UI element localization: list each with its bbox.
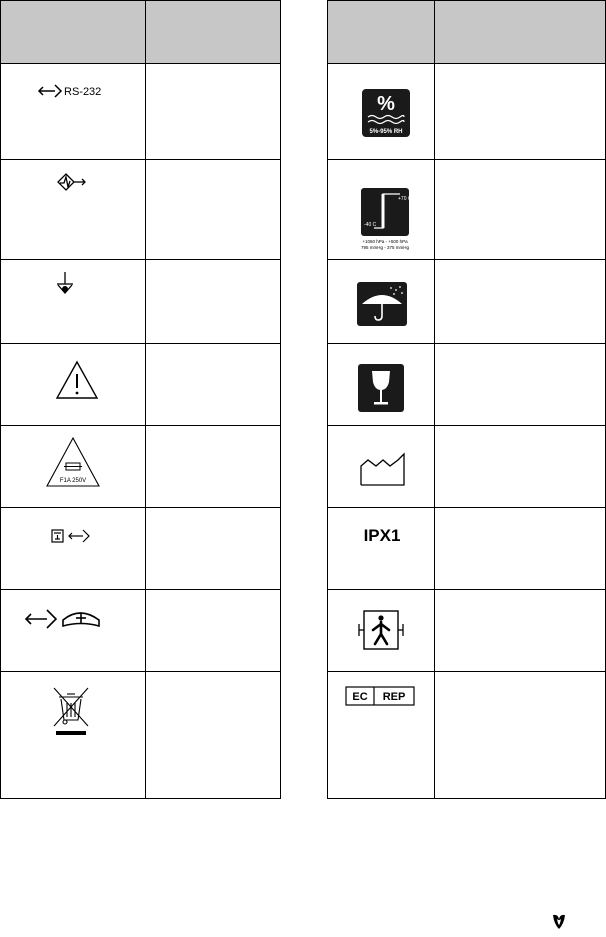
description-cell <box>435 672 606 799</box>
table-row <box>328 672 606 799</box>
table-row <box>1 260 281 344</box>
description-cell <box>146 160 281 260</box>
nurse-call-icon <box>1 590 146 672</box>
rs232-label: RS-232 <box>64 86 102 98</box>
table-row <box>328 160 606 260</box>
description-cell <box>146 260 281 344</box>
fuse-rating-icon <box>1 426 146 508</box>
rep-label: REP <box>382 691 406 703</box>
description-cell <box>146 590 281 672</box>
symbol-cell <box>1 344 146 426</box>
symbol-cell <box>328 426 435 508</box>
symbol-cell <box>328 590 435 672</box>
ipx1-rating-icon <box>328 508 435 590</box>
description-cell <box>435 160 606 260</box>
header-symbol-cell <box>328 1 435 64</box>
ipx-label: IPX1 <box>363 526 401 545</box>
equipotential-ground-icon <box>1 260 146 344</box>
temperature-low-label: -40 C <box>364 222 377 228</box>
table-row <box>1 64 281 160</box>
table-row <box>328 344 606 426</box>
table-row <box>1 508 281 590</box>
ec-label: EC <box>352 691 368 703</box>
symbol-cell <box>328 260 435 344</box>
table-row <box>1 160 281 260</box>
fuse-label: F1A 250V <box>59 478 87 484</box>
pressure-hpa-label: +1060 hPa - +500 hPa <box>362 239 408 244</box>
symbol-cell <box>328 160 435 260</box>
humidity-limit-icon <box>328 64 435 160</box>
table-row <box>1 672 281 799</box>
signal-output-icon <box>1 160 146 260</box>
symbol-cell <box>1 426 146 508</box>
header-description-cell <box>435 1 606 64</box>
table-header-row <box>328 1 606 64</box>
symbol-cell <box>328 344 435 426</box>
description-cell <box>435 590 606 672</box>
data-input-port-icon <box>1 508 146 590</box>
symbol-cell <box>328 64 435 160</box>
table-header-row <box>1 1 281 64</box>
header-description-cell <box>146 1 281 64</box>
symbols-table-right <box>327 0 606 799</box>
symbol-cell <box>328 508 435 590</box>
warning-triangle-icon <box>1 344 146 426</box>
description-cell <box>146 344 281 426</box>
humidity-percent-sign: % <box>377 93 395 115</box>
keep-dry-umbrella-icon <box>328 260 435 344</box>
temperature-pressure-limit-icon <box>328 160 435 260</box>
humidity-range-label: 5%-95% RH <box>369 129 403 135</box>
rs232-connector-icon <box>1 64 146 160</box>
table-row <box>1 590 281 672</box>
table-row <box>328 64 606 160</box>
description-cell <box>146 426 281 508</box>
symbol-cell <box>1 160 146 260</box>
description-cell <box>435 260 606 344</box>
symbol-cell <box>1 508 146 590</box>
table-row <box>328 426 606 508</box>
description-cell <box>435 508 606 590</box>
temperature-high-label: +70 C <box>398 196 412 202</box>
table-row <box>328 508 606 590</box>
description-cell <box>146 508 281 590</box>
symbol-cell <box>1 260 146 344</box>
symbol-cell <box>1 64 146 160</box>
table-row <box>328 590 606 672</box>
symbols-table-left <box>0 0 281 799</box>
description-cell <box>146 64 281 160</box>
manufacturer-factory-icon <box>328 426 435 508</box>
symbol-cell <box>1 590 146 672</box>
table-row <box>328 260 606 344</box>
description-cell <box>435 426 606 508</box>
table-row <box>1 426 281 508</box>
symbol-cell <box>328 672 435 799</box>
description-cell <box>146 672 281 799</box>
symbol-cell <box>1 672 146 799</box>
table-row <box>1 344 281 426</box>
pressure-mmhg-label: 795 mmHg - 375 mmHg <box>360 245 410 250</box>
brand-logo-icon <box>549 912 569 932</box>
ec-rep-icon <box>328 672 435 799</box>
fragile-glass-icon <box>328 344 435 426</box>
description-cell <box>435 344 606 426</box>
weee-disposal-icon <box>1 672 146 799</box>
header-symbol-cell <box>1 1 146 64</box>
description-cell <box>435 64 606 160</box>
defibrillation-proof-bf-icon <box>328 590 435 672</box>
